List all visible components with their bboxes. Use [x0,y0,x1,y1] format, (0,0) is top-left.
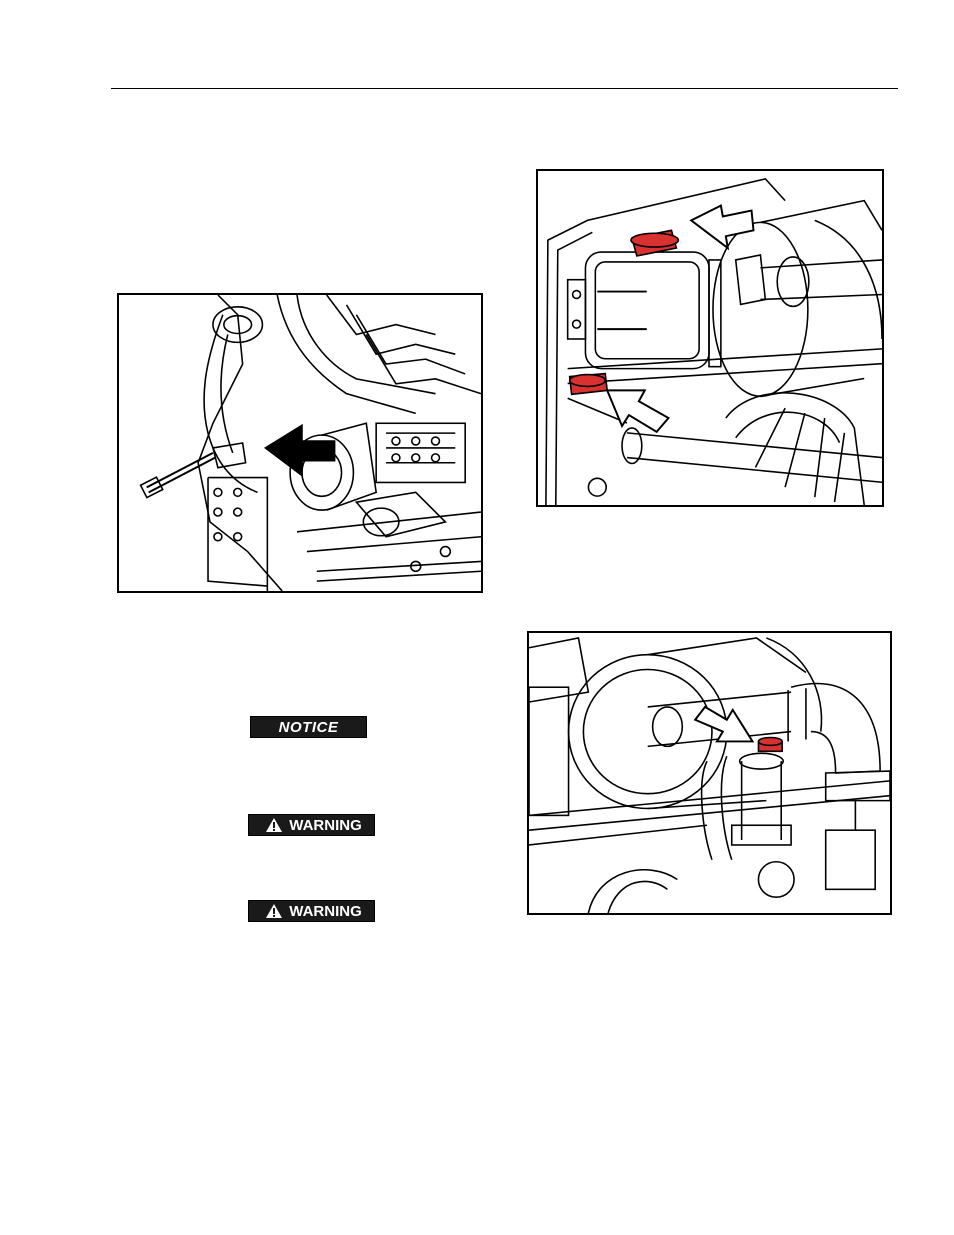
tank-caps-illustration [536,169,884,507]
notice-badge [250,716,367,738]
warning-badge [248,814,375,836]
warning-badge [248,900,375,922]
notice-label: NOTICE [278,718,339,736]
pipe-elbow-illustration [527,631,892,915]
warning-triangle-icon [265,817,283,833]
header-rule [111,88,898,89]
warning-label: WARNING [289,816,362,834]
warning-label: WARNING [289,902,362,920]
engine-side-illustration [117,293,483,593]
warning-triangle-icon [265,903,283,919]
